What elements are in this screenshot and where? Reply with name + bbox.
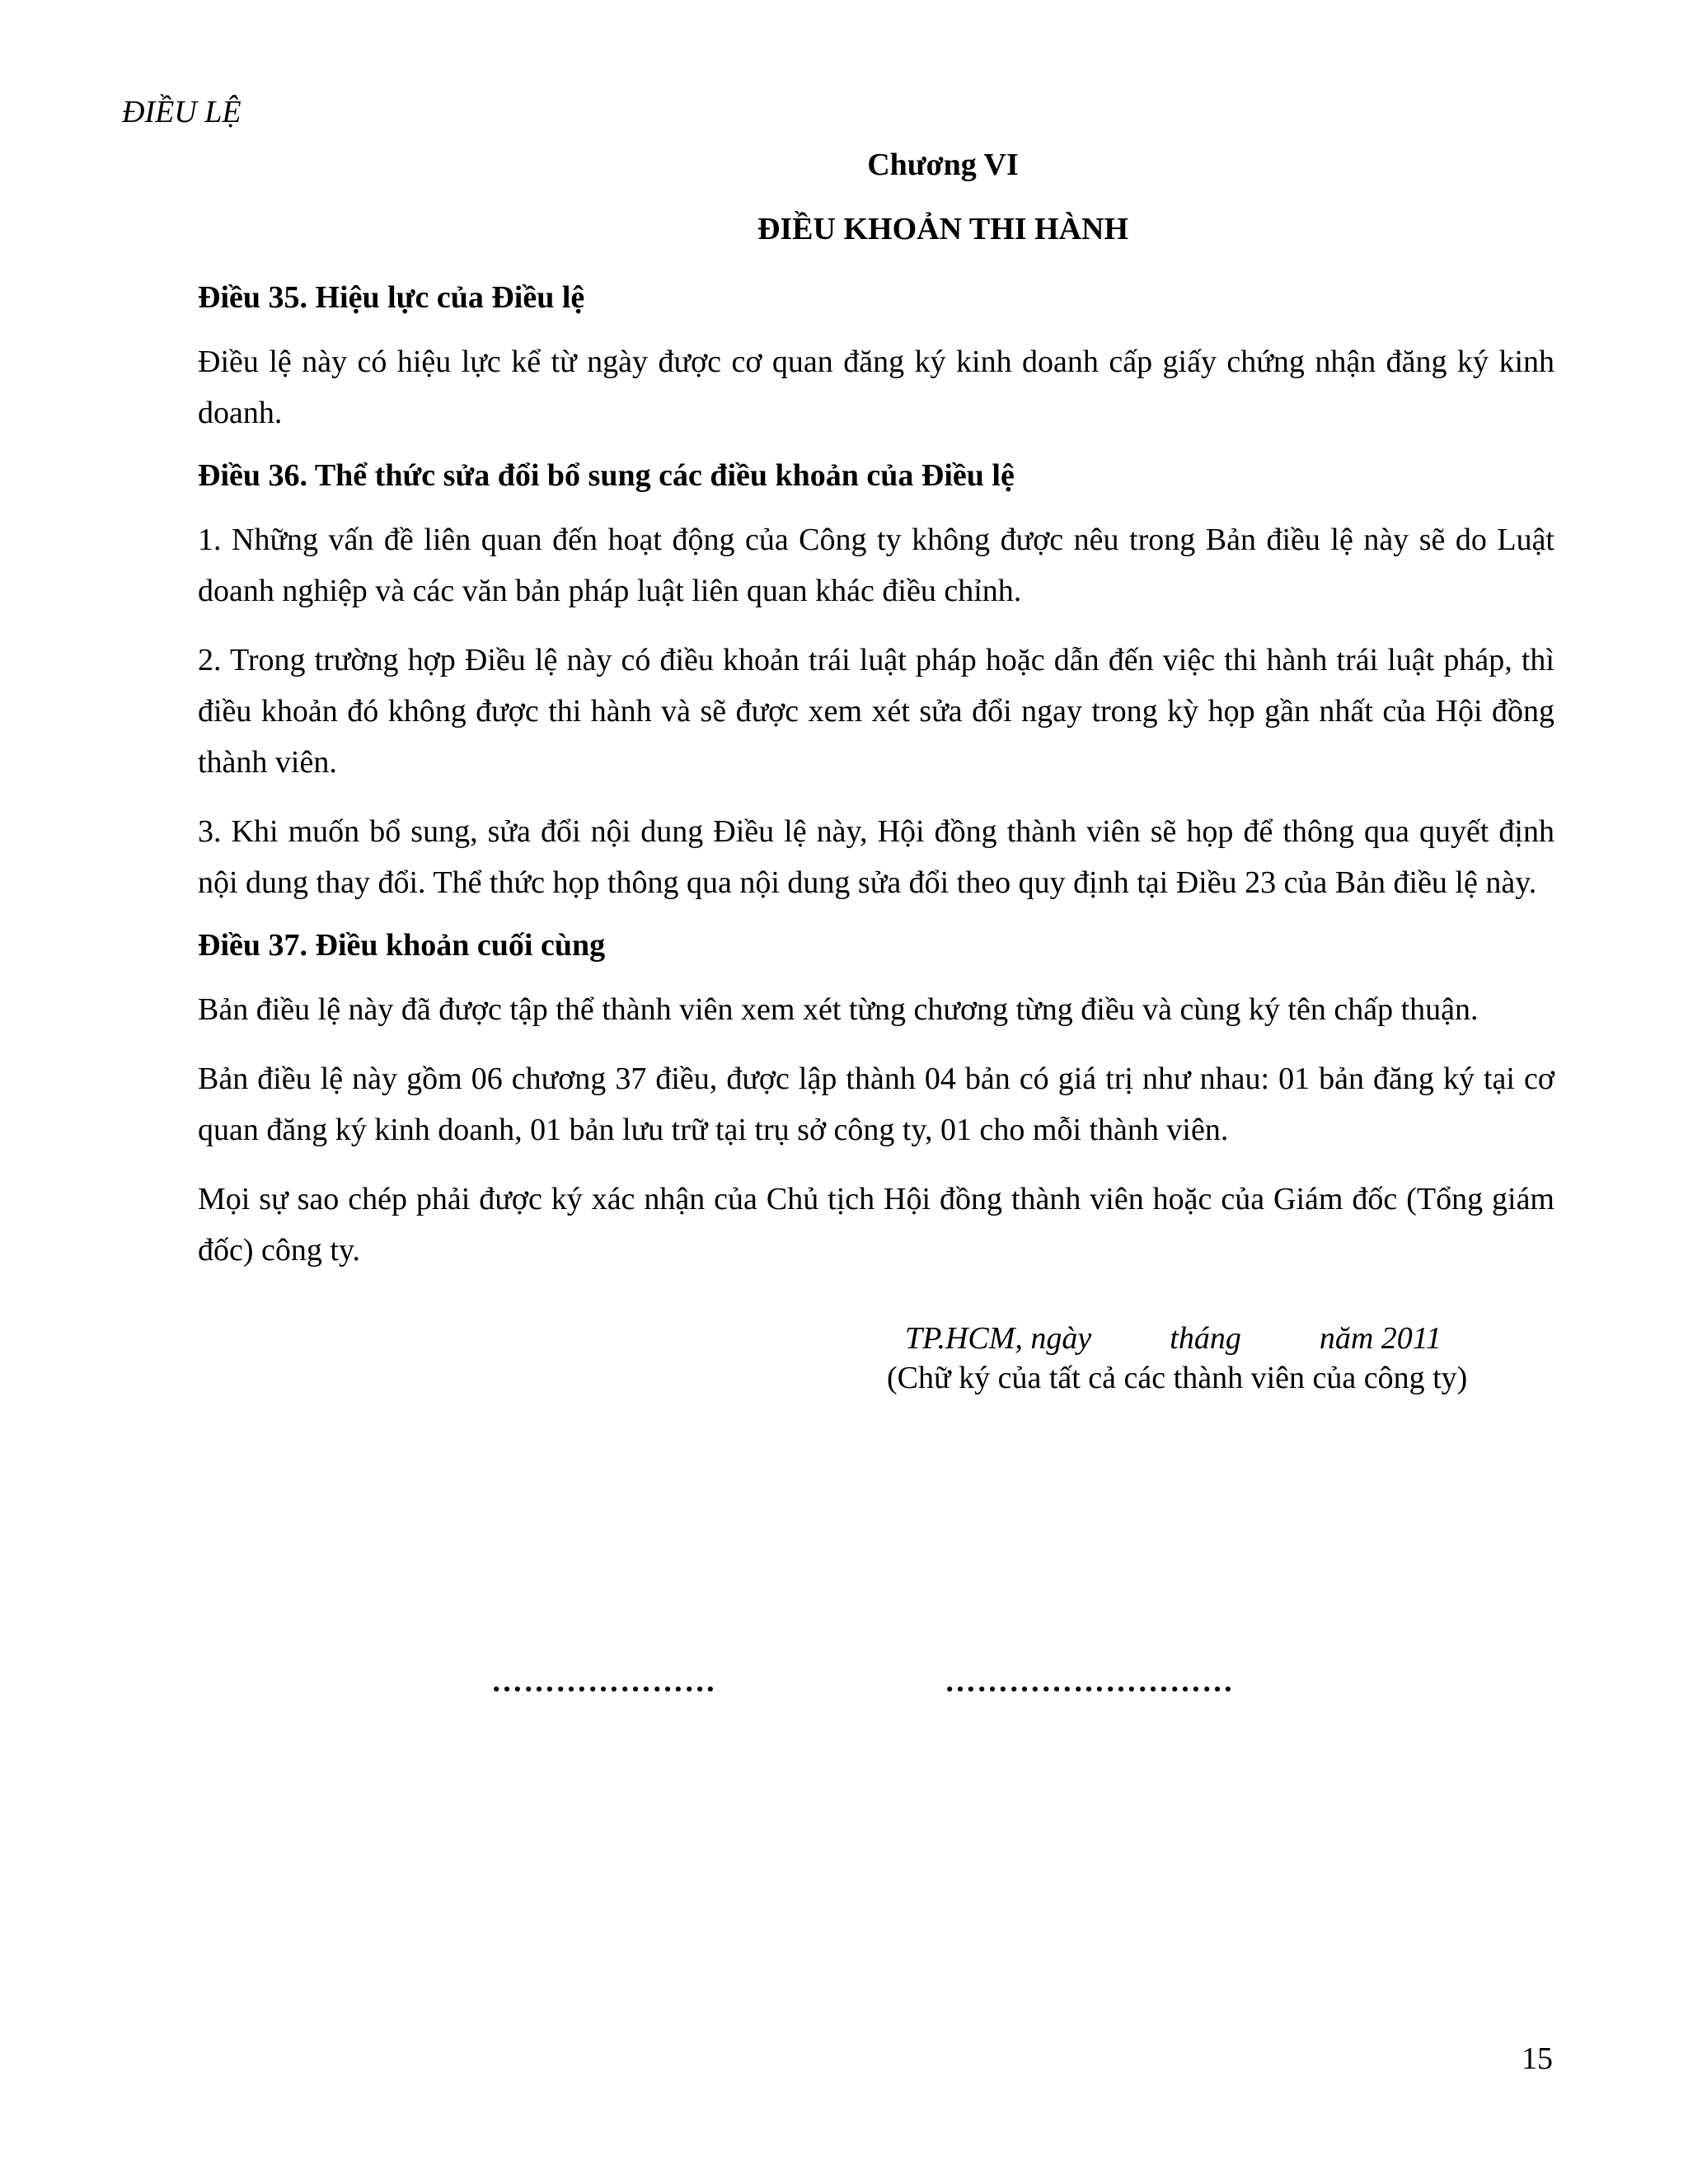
chapter-heading: Chương VI xyxy=(867,148,1019,182)
page-number: 15 xyxy=(1522,2041,1553,2076)
signature-note: (Chữ ký của tất cả các thành viên của công ty) xyxy=(887,1361,1468,1395)
document-body xyxy=(198,279,1554,1294)
article-37 xyxy=(198,926,1554,1276)
chapter-title: ĐIỀU KHOẢN THI HÀNH xyxy=(757,212,1129,246)
paragraph: 3. Khi muốn bổ sung, sửa đổi nội dung Điều lệ này, Hội đồng thành viên sẽ họp để thông qua quyết định nội dung thay đổi. Thể thức họp thông qua nội dung sửa đổi theo quy định tại Điều 23 của Bản điều lệ này. xyxy=(198,814,1554,900)
paragraph: 2. Trong trường hợp Điều lệ này có điều khoản trái luật pháp hoặc dẫn đến việc thi hành trái luật pháp, thì điều khoản đó không được thi hành và sẽ được xem xét sửa đổi ngay trong kỳ họp gần nhất của Hội đồng thành viên. xyxy=(198,643,1554,780)
paragraph: Mọi sự sao chép phải được ký xác nhận của Chủ tịch Hội đồng thành viên hoặc của Giám đốc (Tổng giám đốc) công ty. xyxy=(198,1182,1554,1268)
paragraph: Bản điều lệ này đã được tập thể thành viên xem xét từng chương từng điều và cùng ký tên chấp thuận. xyxy=(198,992,1479,1027)
article-35 xyxy=(198,279,1554,438)
article-title: Điều 36. Thể thức sửa đổi bổ sung các điều khoản của Điều lệ xyxy=(198,458,1015,493)
running-header: ĐIỀU LỆ xyxy=(122,95,241,129)
paragraph: Điều lệ này có hiệu lực kể từ ngày được cơ quan đăng ký kinh doanh cấp giấy chứng nhận đăng ký kinh doanh. xyxy=(198,344,1554,430)
paragraph: 1. Những vấn đề liên quan đến hoạt động của Công ty không được nêu trong Bản điều lệ này sẽ do Luật doanh nghiệp và các văn bản pháp luật liên quan khác điều chỉnh. xyxy=(198,523,1554,608)
article-title: Điều 37. Điều khoản cuối cùng xyxy=(198,928,606,963)
article-title: Điều 35. Hiệu lực của Điều lệ xyxy=(198,280,585,315)
paragraph: Bản điều lệ này gồm 06 chương 37 điều, được lập thành 04 bản có giá trị như nhau: 01 bản đăng ký tại cơ quan đăng ký kinh doanh, 01 bản lưu trữ tại trụ sở công ty, 01 cho mỗi thành viên. xyxy=(198,1062,1554,1147)
article-36 xyxy=(198,457,1554,908)
signature-line: ……………………… xyxy=(945,1664,1234,1699)
signature-line: ………………… xyxy=(491,1664,716,1699)
date-line: TP.HCM, ngày tháng năm 2011 xyxy=(905,1321,1442,1356)
